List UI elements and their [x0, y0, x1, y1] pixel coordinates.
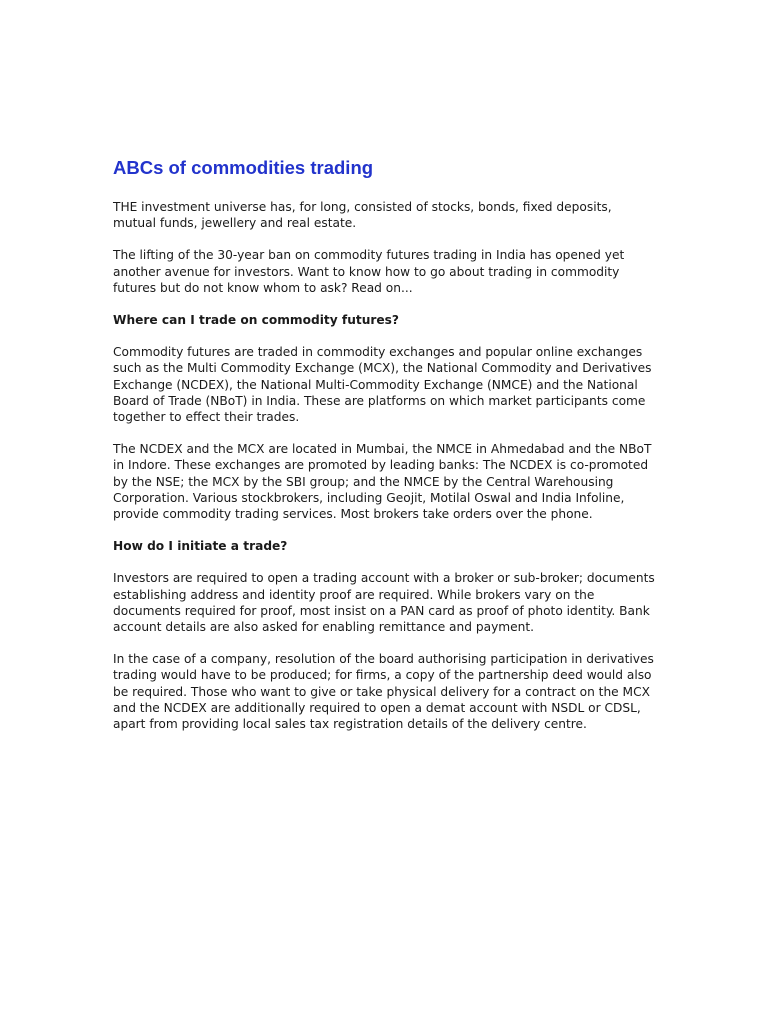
question-initiate-trade: How do I initiate a trade? — [113, 539, 288, 554]
exchanges-paragraph: Commodity futures are traded in commodity exchanges and popular online exchanges such as the Multi Commodity Exchange (MCX), the National Commodity and Derivatives Exchange (NCDEX), the National Multi-Commodity Exchange (NMCE) and the National Board of Trade (NBoT) in India. These are platforms on which market participants come together to effect their trades. — [113, 345, 652, 425]
account-requirements-paragraph: Investors are required to open a trading account with a broker or sub-broker; documents establishing address and identity proof are required. While brokers vary on the documents required for proof, most insist on a PAN card as proof of photo identity. Bank account details are also asked for enabling remittance and payment. — [113, 571, 655, 635]
question-where-to-trade: Where can I trade on commodity futures? — [113, 313, 400, 328]
intro-paragraph: THE investment universe has, for long, consisted of stocks, bonds, fixed deposits, mutual funds, jewellery and real estate. — [113, 200, 612, 231]
ban-lifting-paragraph: The lifting of the 30-year ban on commodity futures trading in India has opened yet another avenue for investors. Want to know how to go about trading in commodity futures but do not know whom to ask? Read on... — [113, 248, 625, 295]
company-requirements-paragraph: In the case of a company, resolution of the board authorising participation in derivatives trading would have to be produced; for firms, a copy of the partnership deed would also be required. Those who want to give or take physical delivery for a contract on the MCX and the NCDEX are additionally required to open a demat account with NSDL or CDSL, apart from providing local sales tax registration details of the delivery centre. — [113, 652, 654, 732]
article — [113, 156, 658, 748]
exchange-locations-paragraph: The NCDEX and the MCX are located in Mumbai, the NMCE in Ahmedabad and the NBoT in Indore. These exchanges are promoted by leading banks: The NCDEX is co-promoted by the NSE; the MCX by the SBI group; and the NMCE by the Central Warehousing Corporation. Various stockbrokers, including Geojit, Motilal Oswal and India Infoline, provide commodity trading services. Most brokers take orders over the phone. — [113, 442, 652, 522]
article-title: ABCs of commodities trading — [113, 157, 374, 178]
